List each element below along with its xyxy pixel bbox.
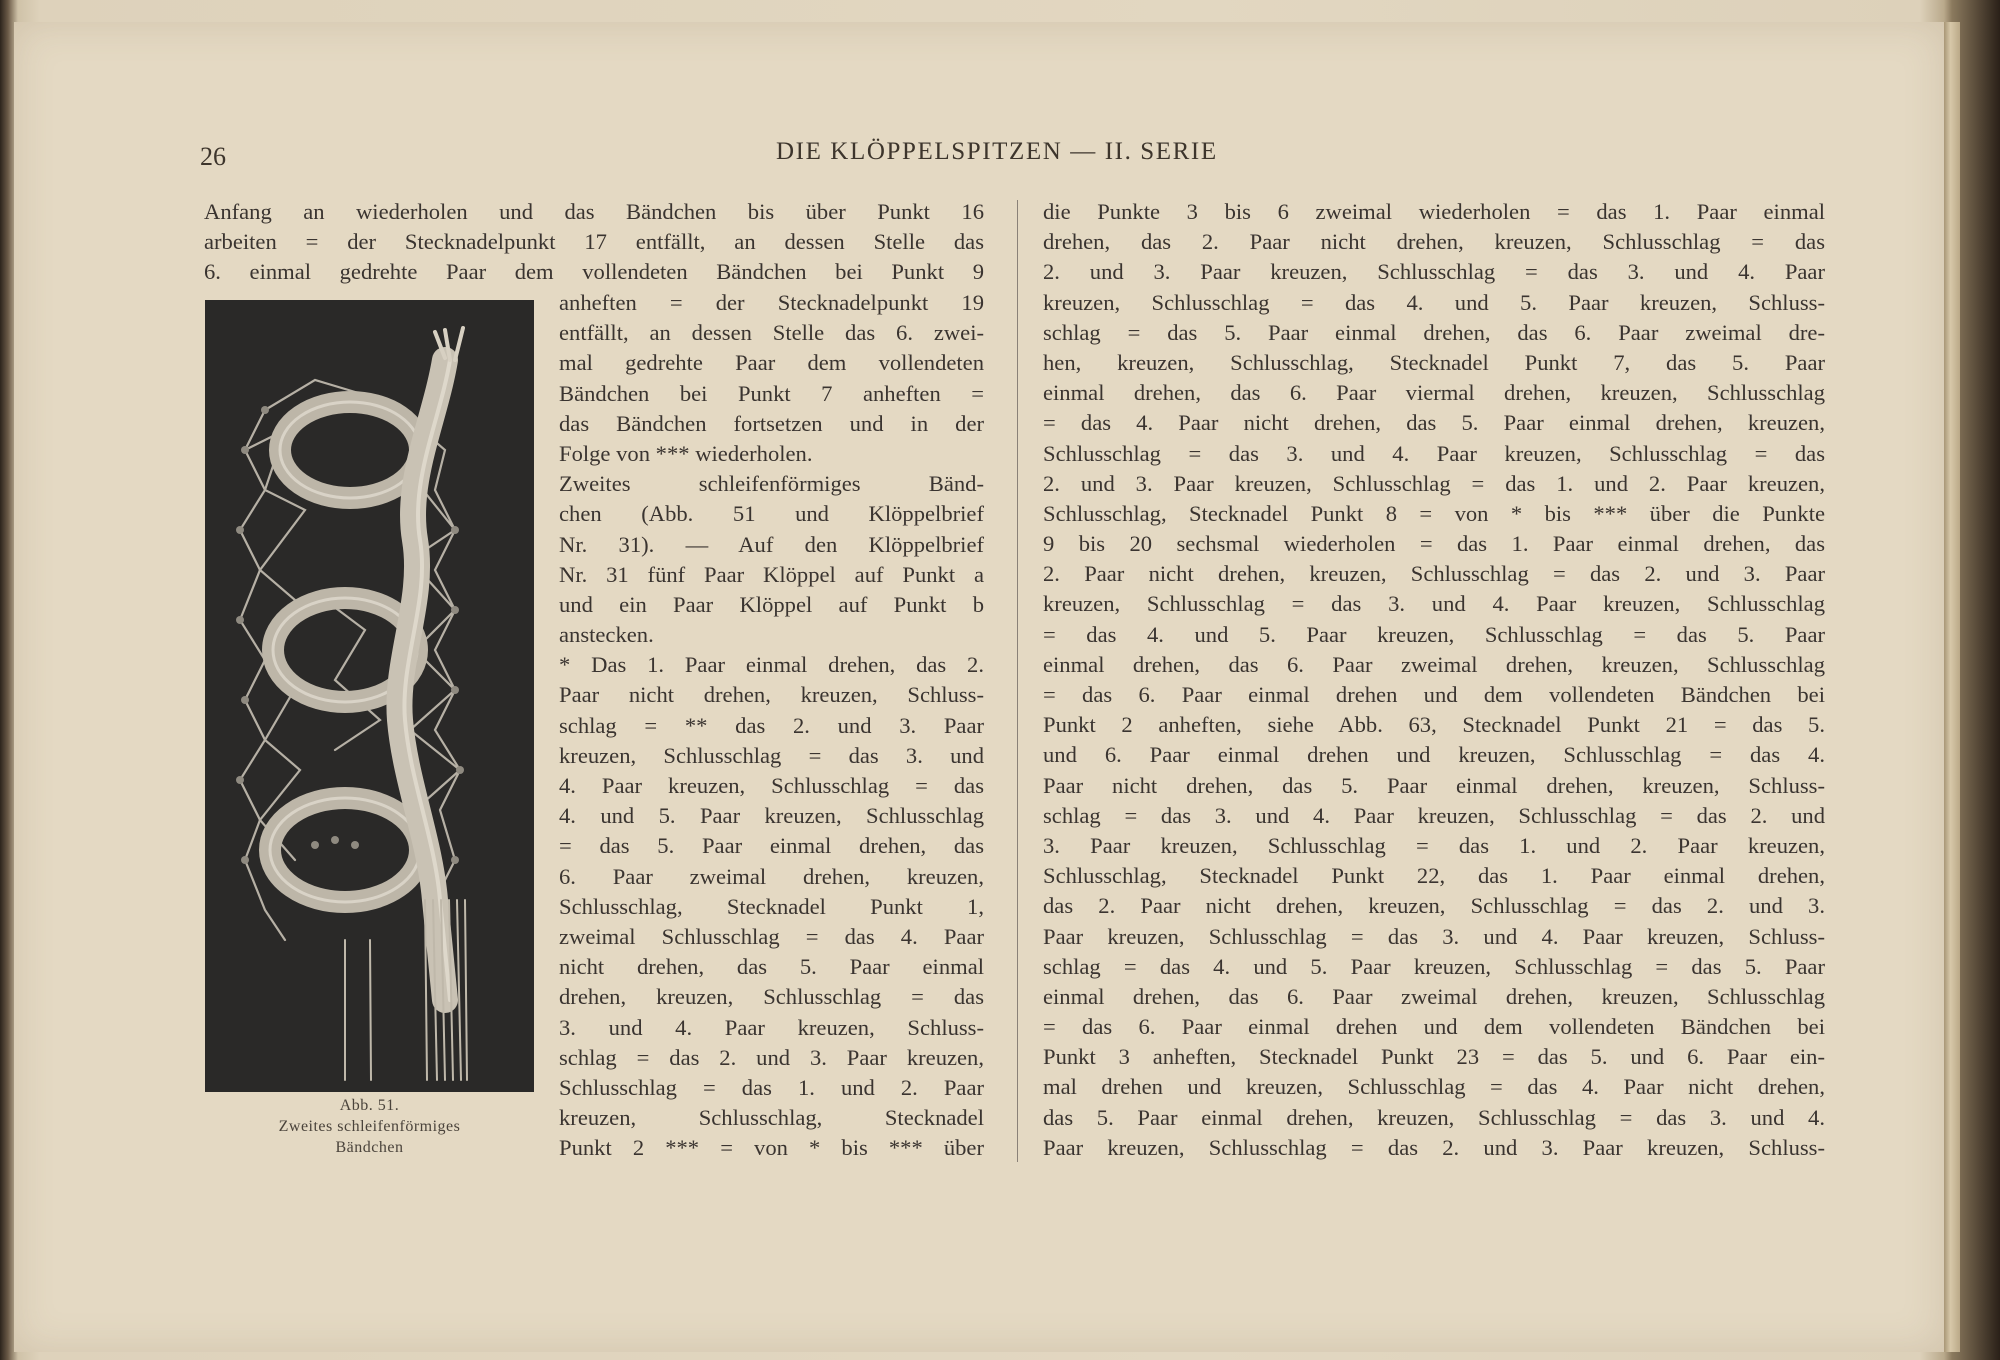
text-line: Folge von *** wiederholen. [559, 440, 813, 466]
text-line: zweimal Schlusschlag = das 4. Paar [559, 923, 984, 949]
text-line: Punkt 3 anheften, Stecknadel Punkt 23 = das 5. und 6. Paar ein- [1043, 1044, 1825, 1070]
lace-illustration [205, 300, 534, 1092]
text-line: Anfang an wiederholen und das Bändchen bis über Punkt 16 [204, 199, 984, 224]
text-line: schlag = das 4. und 5. Paar kreuzen, Schlusschlag = das 5. Paar [1043, 953, 1825, 979]
text-line: das 5. Paar einmal drehen, kreuzen, Schlusschlag = das 3. und 4. [1043, 1104, 1825, 1130]
text-line: Paar kreuzen, Schlusschlag = das 2. und 3. Paar kreuzen, Schluss- [1043, 1134, 1825, 1160]
running-title: DIE KLÖPPELSPITZEN — II. SERIE [776, 138, 1218, 165]
text-line: Nr. 31). — Auf den Klöppelbrief [559, 531, 984, 557]
text-line: = das 6. Paar einmal drehen und dem vollendeten Bändchen bei [1043, 1014, 1825, 1040]
figure-caption [205, 1095, 534, 1158]
text-line: * Das 1. Paar einmal drehen, das 2. [559, 652, 984, 678]
text-line: = das 4. Paar nicht drehen, das 5. Paar einmal drehen, kreuzen, [1043, 410, 1825, 436]
text-line: 6. einmal gedrehte Paar dem vollendeten Bändchen bei Punkt 9 [204, 259, 984, 285]
text-line: einmal drehen, das 6. Paar viermal drehen, kreuzen, Schlusschlag [1043, 380, 1825, 406]
text-line: kreuzen, Schlusschlag = das 3. und 4. Paar kreuzen, Schlusschlag [1043, 591, 1825, 617]
text-line: Schlusschlag = das 1. und 2. Paar [559, 1074, 984, 1100]
text-line: Punkt 2 anheften, siehe Abb. 63, Stecknadel Punkt 21 = das 5. [1043, 712, 1825, 738]
lace-figure [205, 300, 534, 1092]
text-line: kreuzen, Schlusschlag = das 3. und [559, 742, 984, 768]
text-line: mal gedrehte Paar dem vollendeten [559, 350, 984, 376]
text-line: 4. Paar kreuzen, Schlusschlag = das [559, 773, 984, 798]
text-line: Nr. 31 fünf Paar Klöppel auf Punkt a [559, 561, 984, 587]
text-line: die Punkte 3 bis 6 zweimal wiederholen = das 1. Paar einmal [1043, 199, 1825, 224]
text-line: kreuzen, Schlusschlag = das 4. und 5. Paar kreuzen, Schluss- [1043, 289, 1825, 315]
text-line: Schlusschlag, Stecknadel Punkt 22, das 1. Paar einmal drehen, [1043, 863, 1825, 889]
text-line: Schlusschlag, Stecknadel Punkt 8 = von * bis *** über die Punkte [1043, 500, 1825, 526]
text-line: Paar nicht drehen, das 5. Paar einmal drehen, kreuzen, Schluss- [1043, 772, 1825, 798]
left-column-top [204, 197, 984, 288]
column-divider [1017, 200, 1018, 1162]
text-line: 2. Paar nicht drehen, kreuzen, Schlusschlag = das 2. und 3. Paar [1043, 561, 1825, 587]
page-edge [1944, 22, 1960, 1352]
text-line: Schlusschlag = das 3. und 4. Paar kreuzen, Schlusschlag = das [1043, 440, 1825, 466]
text-line: 3. und 4. Paar kreuzen, Schluss- [559, 1014, 984, 1040]
text-line: chen (Abb. 51 und Klöppelbrief [559, 501, 984, 527]
text-line: Paar kreuzen, Schlusschlag = das 3. und 4. Paar kreuzen, Schluss- [1043, 923, 1825, 949]
text-line: einmal drehen, das 6. Paar zweimal drehen, kreuzen, Schlusschlag [1043, 651, 1825, 677]
text-line: = das 5. Paar einmal drehen, das [559, 833, 984, 859]
text-line: 2. und 3. Paar kreuzen, Schlusschlag = das 3. und 4. Paar [1043, 259, 1825, 285]
text-line: hen, kreuzen, Schlusschlag, Stecknadel Punkt 7, das 5. Paar [1043, 349, 1825, 375]
caption-line: Bändchen [335, 1139, 404, 1156]
text-line: mal drehen und kreuzen, Schlusschlag = das 4. Paar nicht drehen, [1043, 1074, 1825, 1100]
text-line: drehen, das 2. Paar nicht drehen, kreuzen, Schlusschlag = das [1043, 229, 1825, 255]
text-line: 6. Paar zweimal drehen, kreuzen, [559, 863, 984, 889]
text-line: 4. und 5. Paar kreuzen, Schlusschlag [559, 803, 984, 829]
text-line: anstecken. [559, 622, 654, 648]
right-column [1043, 197, 1825, 1163]
text-line: Paar nicht drehen, kreuzen, Schluss- [559, 682, 984, 708]
text-line: das Bändchen fortsetzen und in der [559, 410, 984, 436]
text-line: 2. und 3. Paar kreuzen, Schlusschlag = das 1. und 2. Paar kreuzen, [1043, 470, 1825, 496]
text-line: einmal drehen, das 6. Paar zweimal drehen, kreuzen, Schlusschlag [1043, 983, 1825, 1009]
text-line: = das 6. Paar einmal drehen und dem vollendeten Bändchen bei [1043, 682, 1825, 707]
page-number: 26 [200, 142, 226, 171]
text-line: das 2. Paar nicht drehen, kreuzen, Schlusschlag = das 2. und 3. [1043, 893, 1825, 919]
text-line: 9 bis 20 sechsmal wiederholen = das 1. Paar einmal drehen, das [1043, 531, 1825, 557]
text-line: arbeiten = der Stecknadelpunkt 17 entfällt, an dessen Stelle das [204, 229, 984, 255]
caption-line: Zweites schleifenförmiges [278, 1118, 461, 1135]
text-line: schlag = ** das 2. und 3. Paar [559, 712, 984, 738]
text-line: Punkt 2 *** = von * bis *** über [559, 1135, 984, 1161]
caption-line: Abb. 51. [339, 1097, 400, 1114]
text-line: Zweites schleifenförmiges Bänd- [559, 471, 984, 497]
text-line: schlag = das 5. Paar einmal drehen, das 6. Paar zweimal dre- [1043, 319, 1825, 345]
text-line: und ein Paar Klöppel auf Punkt b [559, 591, 984, 617]
text-line: Schlusschlag, Stecknadel Punkt 1, [559, 893, 984, 919]
left-column-beside-figure [559, 288, 984, 1163]
text-line: entfällt, an dessen Stelle das 6. zwei- [559, 320, 984, 346]
text-line: schlag = das 3. und 4. Paar kreuzen, Schlusschlag = das 2. und [1043, 802, 1825, 828]
text-line: = das 4. und 5. Paar kreuzen, Schlusschlag = das 5. Paar [1043, 621, 1825, 647]
text-line: drehen, kreuzen, Schlusschlag = das [559, 984, 984, 1010]
text-line: 3. Paar kreuzen, Schlusschlag = das 1. und 2. Paar kreuzen, [1043, 832, 1825, 858]
text-line: und 6. Paar einmal drehen und kreuzen, Schlusschlag = das 4. [1043, 742, 1825, 768]
text-line: nicht drehen, das 5. Paar einmal [559, 954, 984, 980]
text-line: kreuzen, Schlusschlag, Stecknadel [559, 1105, 984, 1131]
text-line: schlag = das 2. und 3. Paar kreuzen, [559, 1044, 984, 1070]
text-line: Bändchen bei Punkt 7 anheften = [559, 380, 984, 406]
text-line: anheften = der Stecknadelpunkt 19 [559, 290, 984, 315]
